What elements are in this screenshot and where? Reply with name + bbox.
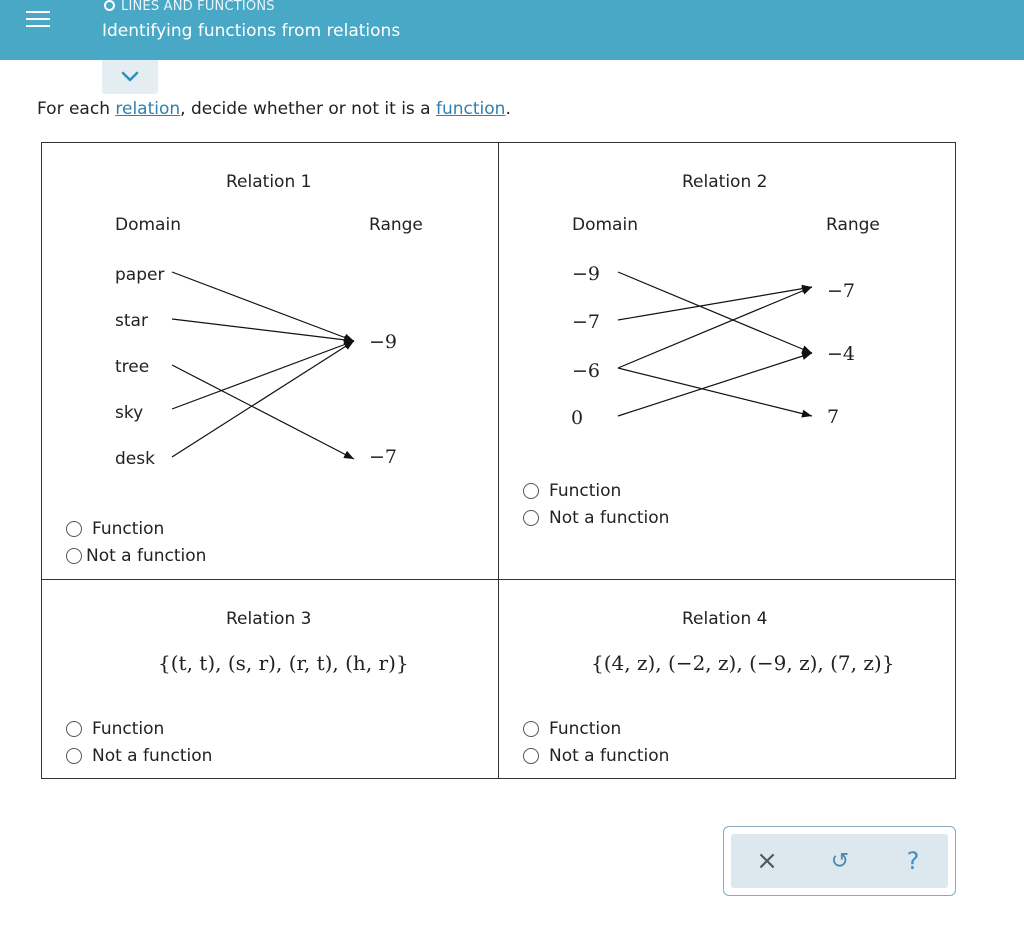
- answer-toolbar: [723, 826, 956, 896]
- function-link[interactable]: function: [436, 99, 506, 119]
- radio-button[interactable]: [523, 510, 539, 526]
- arrow-neg9-to-neg4: [618, 272, 812, 353]
- relation-2-range-header: Range: [826, 215, 880, 235]
- relation-4-title: Relation 4: [682, 609, 768, 629]
- undo-icon: ↺: [830, 848, 850, 874]
- relation-2-not-function-option[interactable]: Not a function: [523, 508, 669, 528]
- range-item: −7: [369, 446, 398, 468]
- domain-item: paper: [115, 265, 165, 285]
- domain-item: −6: [572, 360, 601, 382]
- range-item: −4: [827, 343, 856, 365]
- domain-item: 0: [571, 407, 584, 429]
- section-label: LINES AND FUNCTIONS: [121, 0, 275, 14]
- domain-item: sky: [115, 403, 144, 423]
- relation-1-not-function-option[interactable]: Not a function: [66, 546, 206, 566]
- range-item: −9: [369, 331, 398, 353]
- arrow-neg6-to-7: [618, 368, 812, 416]
- relation-3-set: {(t, t), (s, r), (r, t), (h, r)}: [158, 651, 409, 675]
- relation-1-title: Relation 1: [226, 172, 312, 192]
- help-button[interactable]: [883, 834, 943, 888]
- relation-2-function-option[interactable]: Function: [523, 481, 621, 501]
- relation-3-not-function-option[interactable]: Not a function: [66, 746, 212, 766]
- relation-2-title: Relation 2: [682, 172, 768, 192]
- relation-1-range-header: Range: [369, 215, 423, 235]
- domain-item: desk: [115, 449, 155, 469]
- arrow-neg7-to-neg7: [618, 287, 812, 320]
- relation-4-not-function-option[interactable]: Not a function: [523, 746, 669, 766]
- relation-link[interactable]: relation: [115, 99, 181, 119]
- help-icon: ?: [906, 847, 920, 875]
- arrow-0-to-neg4: [618, 353, 812, 416]
- relation-3-function-option[interactable]: Function: [66, 719, 164, 739]
- relation-1-domain-header: Domain: [115, 215, 181, 235]
- clear-button[interactable]: [737, 834, 797, 888]
- domain-item: −9: [572, 263, 601, 285]
- page-title: Identifying functions from relations: [102, 21, 401, 41]
- radio-button[interactable]: [66, 548, 82, 564]
- range-item: −7: [827, 280, 856, 302]
- arrow-star-to-neg9: [172, 319, 354, 341]
- domain-item: −7: [572, 311, 601, 333]
- question-prompt: For each relation, decide whether or not it is a function.: [37, 99, 511, 119]
- close-icon: ×: [756, 846, 778, 876]
- arrow-paper-to-neg9: [172, 272, 354, 341]
- relation-3-title: Relation 3: [226, 609, 312, 629]
- domain-item: tree: [115, 357, 150, 377]
- relation-4-set: {(4, z), (−2, z), (−9, z), (7, z)}: [591, 651, 895, 675]
- arrow-tree-to-neg7: [172, 365, 354, 459]
- toolbar-inner: [731, 834, 948, 888]
- radio-button[interactable]: [66, 748, 82, 764]
- radio-button[interactable]: [523, 721, 539, 737]
- domain-item: star: [115, 311, 148, 331]
- radio-button[interactable]: [66, 521, 82, 537]
- undo-button[interactable]: [810, 834, 870, 888]
- range-item: 7: [827, 406, 840, 428]
- radio-button[interactable]: [523, 483, 539, 499]
- arrow-neg6-to-neg7: [618, 287, 812, 368]
- relation-2-domain-header: Domain: [572, 215, 638, 235]
- radio-button[interactable]: [66, 721, 82, 737]
- relation-1-function-option[interactable]: Function: [66, 519, 164, 539]
- relation-4-function-option[interactable]: Function: [523, 719, 621, 739]
- radio-button[interactable]: [523, 748, 539, 764]
